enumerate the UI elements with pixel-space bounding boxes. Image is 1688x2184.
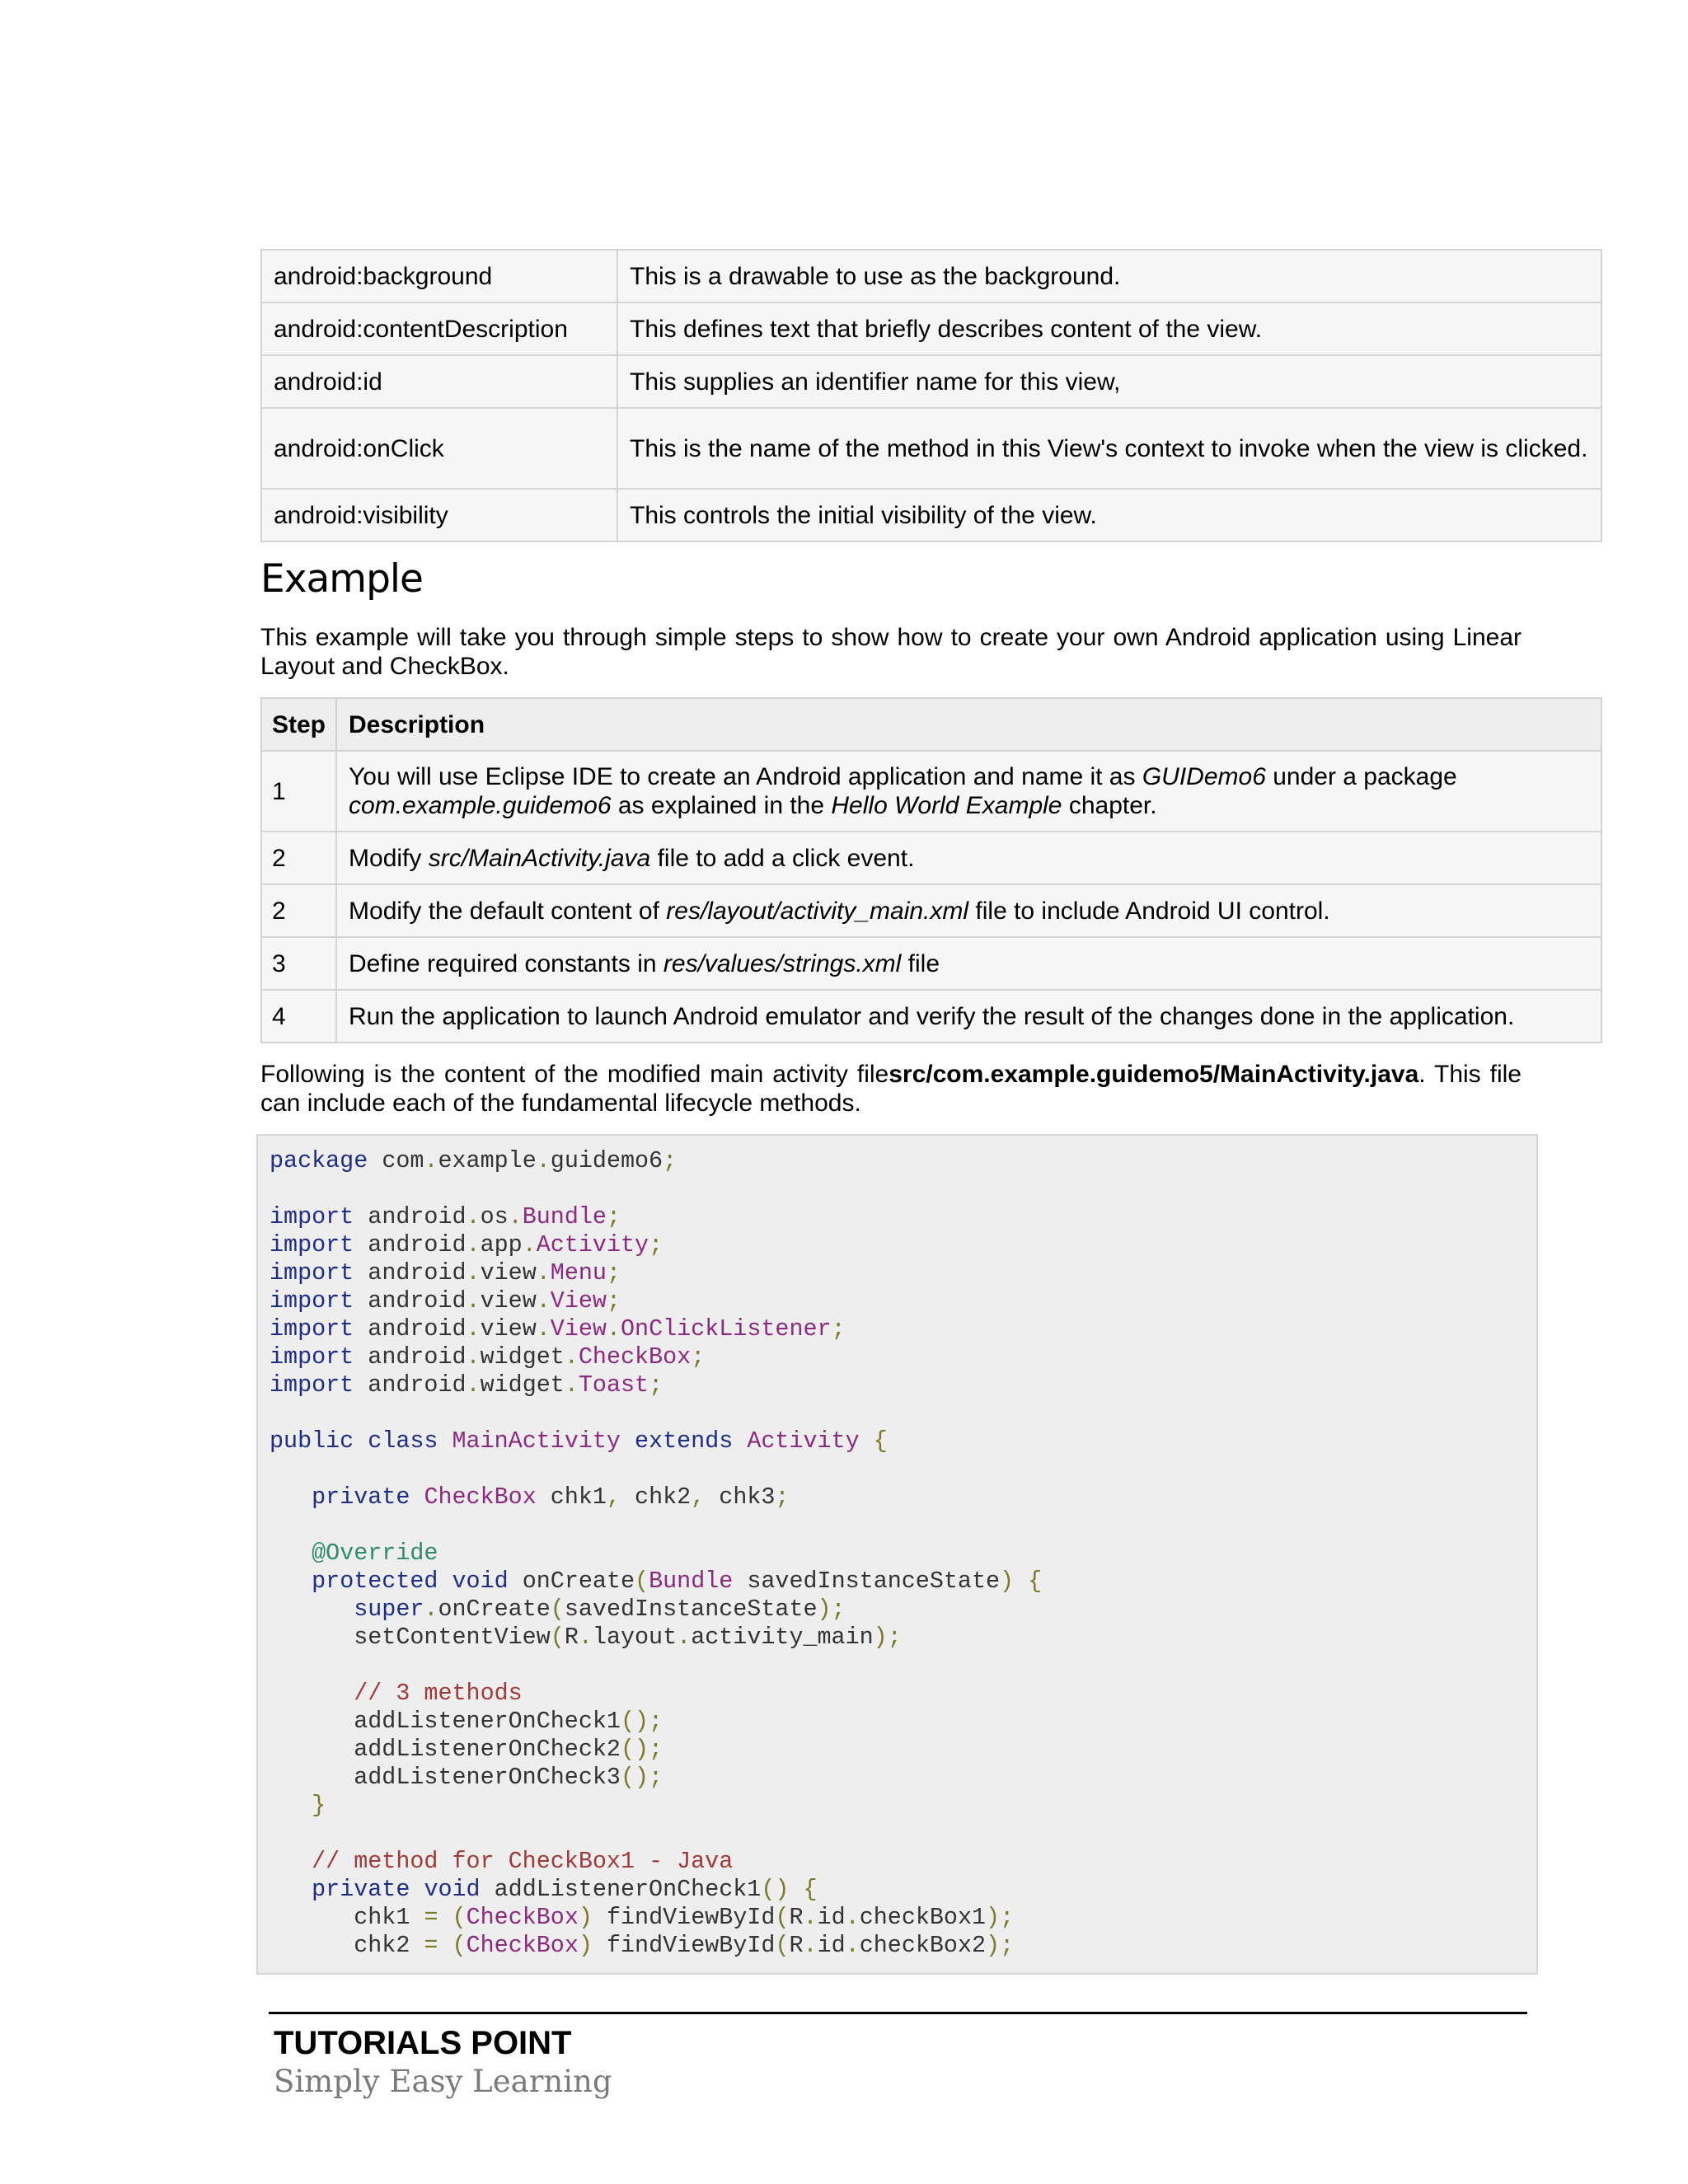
- step-description: [336, 751, 1601, 832]
- text: Following is the content of the modified main activity file: [260, 1061, 889, 1088]
- attribute-table: [260, 249, 1602, 542]
- following-paragraph: [260, 1060, 1522, 1118]
- column-header-step: Step: [261, 698, 336, 751]
- file-path: res/layout/activity_main.xml: [666, 897, 969, 925]
- step-number: 1: [261, 751, 336, 832]
- code-line: chk1 = (CheckBox) findViewById(R.id.checkBox1);: [354, 1904, 1015, 1931]
- steps-table: [260, 697, 1602, 1043]
- attribute-description: This controls the initial visibility of the view.: [617, 489, 1601, 541]
- text: You will use Eclipse IDE to create an Android application and name it as: [349, 763, 1142, 790]
- text: Run the application to launch Android emulator and verify the result of the changes done in the application.: [349, 1002, 1515, 1030]
- text: Modify the default content of: [349, 897, 667, 925]
- footer-brand: TUTORIALS POINT: [274, 2025, 572, 2061]
- code-line: import android.view.View.OnClickListener;: [270, 1315, 846, 1343]
- text: . This file can include each of the fundamental lifecycle methods.: [260, 1061, 1522, 1117]
- attribute-name: android:visibility: [261, 489, 617, 541]
- step-description: [336, 990, 1601, 1043]
- text: under a package: [1265, 763, 1457, 790]
- code-line: // method for CheckBox1 - Java: [312, 1848, 734, 1875]
- step-description: [336, 832, 1601, 884]
- code-line: private void addListenerOnCheck1() {: [312, 1876, 818, 1903]
- footer-tagline: Simply Easy Learning: [274, 2064, 612, 2099]
- attribute-description: This defines text that briefly describes content of the view.: [617, 302, 1601, 355]
- code-line: package com.example.guidemo6;: [270, 1147, 678, 1174]
- table-row: [261, 408, 1601, 489]
- text: chapter.: [1062, 792, 1157, 819]
- table-row: [261, 937, 1601, 990]
- text: Define required constants in: [349, 949, 663, 977]
- text: as explained in the: [611, 792, 832, 819]
- text: file to include Android UI control.: [968, 897, 1330, 925]
- step-description: [336, 937, 1601, 990]
- code-line: public class MainActivity extends Activity {: [270, 1427, 888, 1455]
- code-line: import android.view.Menu;: [270, 1259, 621, 1286]
- code-line: addListenerOnCheck3();: [354, 1764, 663, 1791]
- step-number: 4: [261, 990, 336, 1043]
- attribute-description: This is the name of the method in this View's context to invoke when the view is clicked.: [617, 408, 1601, 489]
- code-line: chk2 = (CheckBox) findViewById(R.id.checkBox2);: [354, 1932, 1015, 1959]
- intro-paragraph: This example will take you through simple steps to show how to create your own Android application using Linear Layout and CheckBox.: [260, 624, 1522, 680]
- code-line: import android.app.Activity;: [270, 1231, 663, 1258]
- attribute-description: This is a drawable to use as the background.: [617, 250, 1601, 302]
- chapter-name: Hello World Example: [831, 792, 1062, 819]
- file-path: src/com.example.guidemo5/MainActivity.java: [889, 1061, 1419, 1088]
- code-line: }: [312, 1792, 326, 1819]
- code-line: addListenerOnCheck1();: [354, 1708, 663, 1735]
- code-line: protected void onCreate(Bundle savedInstanceState) {: [312, 1568, 1043, 1595]
- step-description: [336, 884, 1601, 937]
- code-line: import android.os.Bundle;: [270, 1203, 621, 1230]
- file-path: res/values/strings.xml: [663, 949, 902, 977]
- project-name: GUIDemo6: [1142, 763, 1266, 790]
- code-line: addListenerOnCheck2();: [354, 1736, 663, 1763]
- table-row: [261, 355, 1601, 408]
- table-row: [261, 751, 1601, 832]
- package-name: com.example.guidemo6: [349, 792, 612, 819]
- attribute-description: This supplies an identifier name for this view,: [617, 355, 1601, 408]
- code-line: // 3 methods: [354, 1680, 523, 1707]
- step-number: 2: [261, 884, 336, 937]
- text: Modify: [349, 844, 429, 872]
- footer-divider: [269, 2012, 1527, 2014]
- table-row: [261, 302, 1601, 355]
- code-line: import android.widget.CheckBox;: [270, 1343, 706, 1371]
- code-line: super.onCreate(savedInstanceState);: [354, 1596, 846, 1623]
- table-header-row: [261, 698, 1601, 751]
- table-row: [261, 489, 1601, 541]
- attribute-name: android:contentDescription: [261, 302, 617, 355]
- code-line: import android.view.View;: [270, 1287, 621, 1315]
- page-content: [260, 249, 1602, 1975]
- table-row: [261, 832, 1601, 884]
- step-number: 3: [261, 937, 336, 990]
- attribute-name: android:id: [261, 355, 617, 408]
- code-line: private CheckBox chk1, chk2, chk3;: [312, 1483, 790, 1511]
- attribute-name: android:background: [261, 250, 617, 302]
- code-line: import android.widget.Toast;: [270, 1371, 663, 1399]
- attribute-name: android:onClick: [261, 408, 617, 489]
- table-row: [261, 884, 1601, 937]
- section-heading: Example: [260, 556, 423, 602]
- table-row: [261, 250, 1601, 302]
- code-listing: [270, 1147, 1536, 1960]
- text: file: [901, 949, 940, 977]
- code-block: [256, 1134, 1538, 1975]
- step-number: 2: [261, 832, 336, 884]
- column-header-description: Description: [336, 698, 1601, 751]
- code-line: @Override: [312, 1540, 438, 1567]
- file-path: src/MainActivity.java: [428, 844, 651, 872]
- table-row: [261, 990, 1601, 1043]
- code-line: setContentView(R.layout.activity_main);: [354, 1624, 902, 1651]
- text: file to add a click event.: [650, 844, 915, 872]
